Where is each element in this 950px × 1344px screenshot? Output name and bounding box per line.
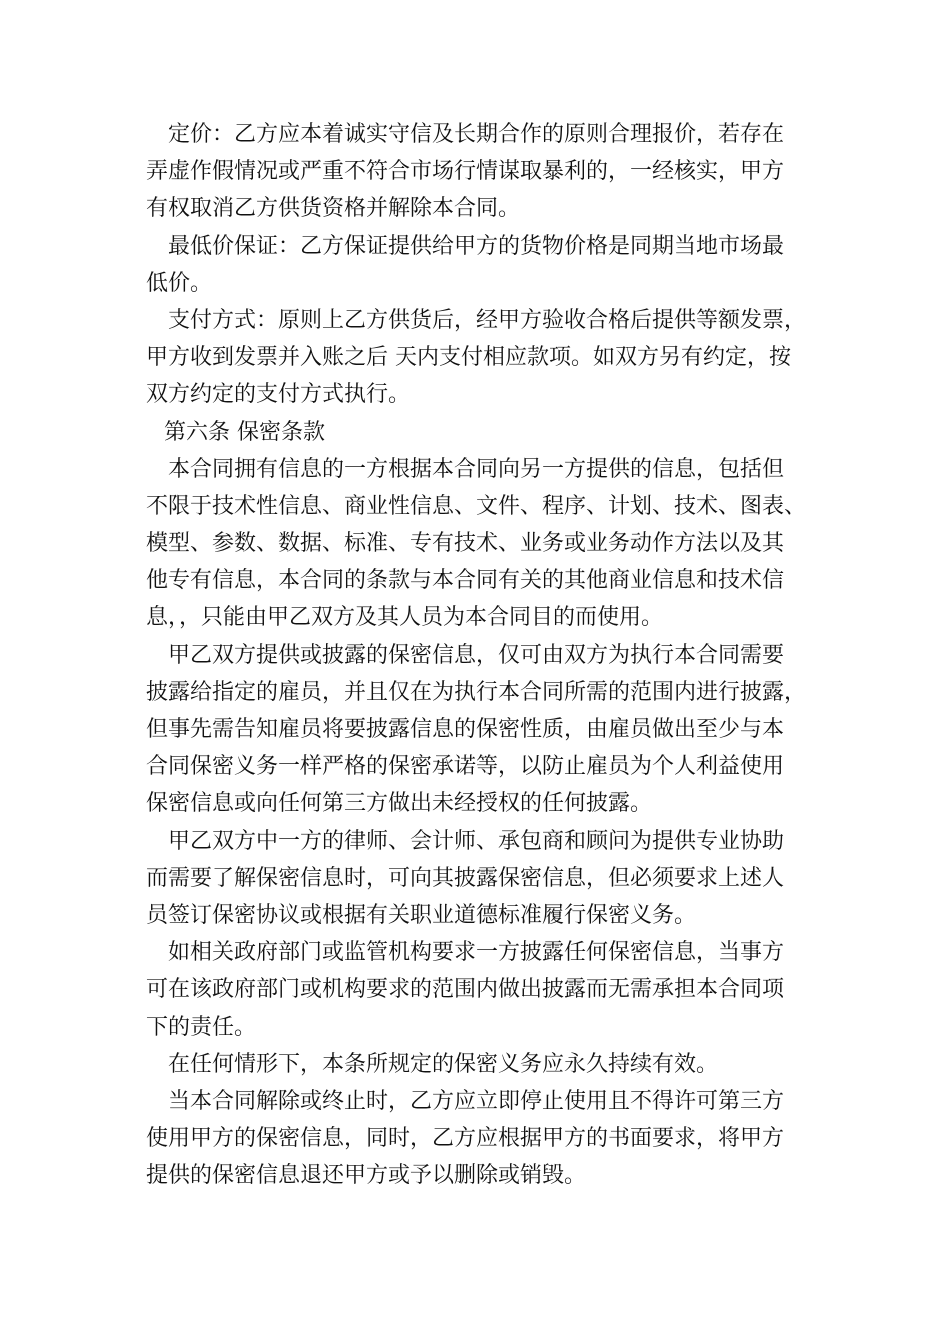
contract-body bbox=[146, 116, 826, 1194]
paragraph-employee-disclosure bbox=[146, 637, 826, 823]
text-line: 在任何情形下，本条所规定的保密义务应永久持续有效。 bbox=[168, 1051, 719, 1077]
text-line: 而需要了解保密信息时，可向其披露保密信息，但必须要求上述人 bbox=[146, 865, 785, 891]
paragraph-payment bbox=[146, 302, 826, 414]
text-line: 不限于技术性信息、商业性信息、文件、程序、计划、技术、图表、 bbox=[146, 493, 807, 519]
text-line: 下的责任。 bbox=[146, 1014, 257, 1040]
text-line: 合同保密义务一样严格的保密承诺等，以防止雇员为个人利益使用 bbox=[146, 754, 785, 780]
text-line: 可在该政府部门或机构要求的范围内做出披露而无需承担本合同项 bbox=[146, 977, 785, 1003]
text-line: 披露给指定的雇员，并且仅在为执行本合同所需的范围内进行披露， bbox=[146, 679, 807, 705]
text-line: 定价：乙方应本着诚实守信及长期合作的原则合理报价，若存在 bbox=[168, 122, 785, 147]
text-line: 使用甲方的保密信息，同时，乙方应根据甲方的书面要求，将甲方 bbox=[146, 1126, 785, 1152]
text-line: 弄虚作假情况或严重不符合市场行情谋取暴利的，一经核实，甲方 bbox=[146, 159, 785, 185]
text-line: 但事先需告知雇员将要披露信息的保密性质，由雇员做出至少与本 bbox=[146, 717, 785, 742]
text-line: 低价。 bbox=[146, 270, 213, 296]
text-line: 提供的保密信息退还甲方或予以删除或销毁。 bbox=[146, 1163, 587, 1189]
section-heading: 第六条 保密条款 bbox=[164, 419, 325, 445]
text-line: 双方约定的支付方式执行。 bbox=[146, 382, 411, 408]
text-line: 当本合同解除或终止时，乙方应立即停止使用且不得许可第三方 bbox=[168, 1088, 785, 1114]
text-line: 本合同拥有信息的一方根据本合同向另一方提供的信息，包括但 bbox=[168, 456, 785, 482]
text-line: 他专有信息，本合同的条款与本合同有关的其他商业信息和技术信 bbox=[146, 568, 785, 594]
text-line: 模型、参数、数据、标准、专有技术、业务或业务动作方法以及其 bbox=[146, 531, 785, 557]
paragraph-lowest-price bbox=[146, 228, 826, 302]
paragraph-pricing bbox=[146, 116, 826, 228]
text-line: 员签订保密协议或根据有关职业道德标准履行保密义务。 bbox=[146, 902, 697, 928]
text-line: 甲方收到发票并入账之后 天内支付相应款项。如双方另有约定，按 bbox=[146, 345, 791, 371]
paragraph-termination bbox=[146, 1083, 826, 1195]
paragraph-advisor-disclosure bbox=[146, 823, 826, 935]
text-line: 保密信息或向任何第三方做出未经授权的任何披露。 bbox=[146, 791, 653, 817]
text-line: 甲乙双方提供或披露的保密信息，仅可由双方为执行本合同需要 bbox=[168, 642, 785, 668]
text-line: 有权取消乙方供货资格并解除本合同。 bbox=[146, 196, 521, 222]
text-line: 甲乙双方中一方的律师、会计师、承包商和顾问为提供专业协助 bbox=[168, 828, 785, 854]
text-line: 息，，只能由甲乙双方及其人员为本合同目的而使用。 bbox=[146, 605, 664, 631]
text-line: 如相关政府部门或监管机构要求一方披露任何保密信息，当事方 bbox=[168, 940, 785, 966]
text-line: 支付方式：原则上乙方供货后，经甲方验收合格后提供等额发票， bbox=[168, 307, 807, 333]
text-line: 最低价保证：乙方保证提供给甲方的货物价格是同期当地市场最 bbox=[168, 233, 785, 259]
article-6-heading bbox=[146, 414, 826, 451]
paragraph-government-disclosure bbox=[146, 934, 826, 1046]
paragraph-confidential-info bbox=[146, 451, 826, 637]
paragraph-perpetual bbox=[146, 1046, 826, 1083]
